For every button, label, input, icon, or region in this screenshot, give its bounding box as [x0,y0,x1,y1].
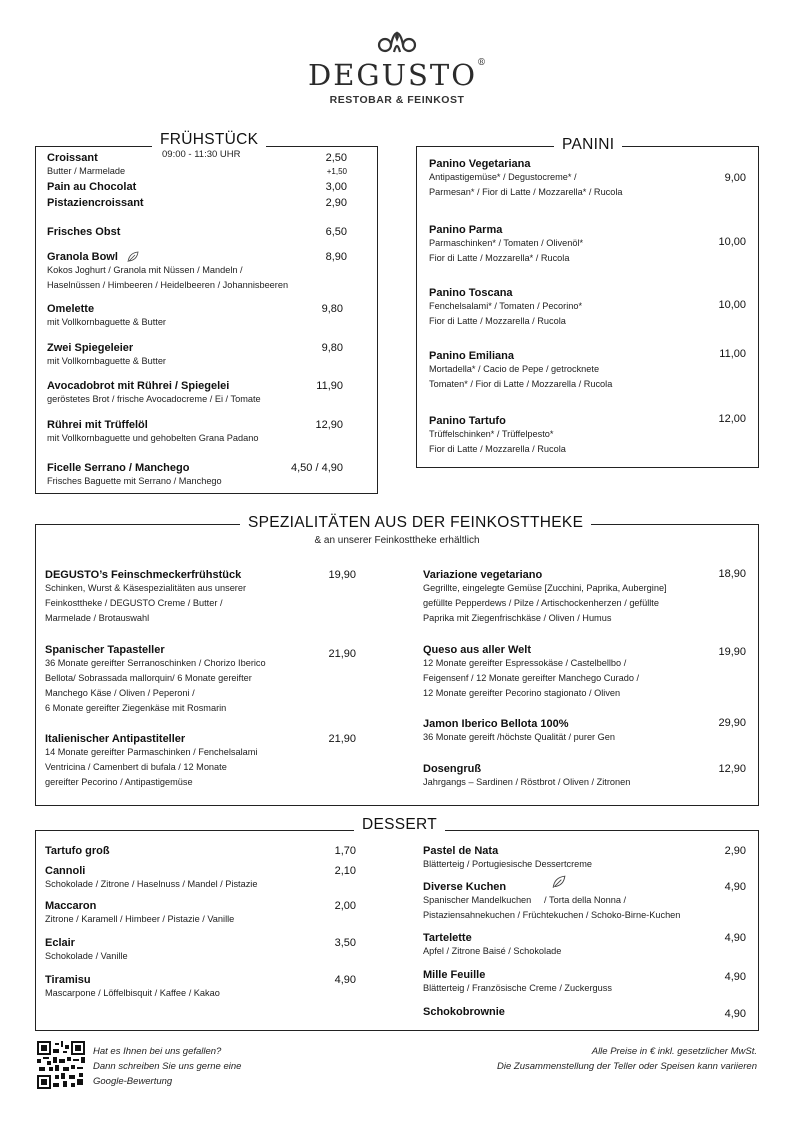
item-price: 6,50 [325,226,347,238]
item-price: 12,00 [718,413,746,425]
item-price: 10,00 [718,236,746,248]
menu-item: Eclair Schokolade / Vanille [45,937,128,961]
item-price: 21,90 [328,648,356,660]
item-price: 2,10 [334,865,356,877]
menu-item: Ficelle Serrano / Manchego Frisches Baguette mit Serrano / Manchego [47,462,222,486]
menu-item: Queso aus aller Welt 12 Monate gereifter Espressokäse / Castelbellbo / Feigensenf / 12 Monate gereifter Manchego Curado / 12 Monate gereifter Pecorino stagionato / Oliven [423,644,640,698]
item-price: 2,90 [325,197,347,209]
menu-item: Maccaron Zitrone / Karamell / Himbeer / Pistazie / Vanille [45,900,235,924]
brand-subtitle: RESTOBAR & FEINKOST [329,94,465,106]
item-price: 9,00 [724,172,746,184]
menu-item: Tartufo groß [45,845,110,857]
menu-item: Mille Feuille Blätterteig / Französische Creme / Zuckerguss [423,969,612,993]
menu-item: DEGUSTO’s Feinschmeckerfrühstück Schinken, Wurst & Käsespezialitäten aus unserer Feinkosttheke / DEGUSTO Creme / Butter / Marmelade / Brotauswahl [45,569,247,623]
menu-item: Panino Vegetariana Antipastigemüse* / Degustocreme* / Parmesan* / Fior di Latte / Mozzarella* / Rucola [429,158,623,197]
menu-item: Schokobrownie [423,1006,505,1018]
item-price: 18,90 [718,568,746,580]
item-price: 8,90 [325,251,347,263]
menu-item: Panino Parma Parmaschinken* / Tomaten / Olivenöl* Fior di Latte / Mozzarella* / Rucola [429,224,584,263]
item-price: 3,50 [334,937,356,949]
menu-item: Panino Tartufo Trüffelschinken* / Trüffelpesto* Fior di Latte / Mozzarella / Rucola [429,415,566,454]
item-price: 9,80 [321,303,343,315]
item-price: 19,90 [718,646,746,658]
menu-item: Frisches Obst [47,226,121,238]
item-price: 4,90 [334,974,356,986]
item-price: 2,50 [325,152,347,164]
item-price: 1,70 [334,845,356,857]
menu-item: Dosengruß Jahrgangs – Sardinen / Röstbrot / Oliven / Zitronen [423,763,631,787]
item-price: 4,50 / 4,90 [291,462,343,474]
menu-item: Variazione vegetariano Gegrillte, eingelegte Gemüse [Zucchini, Paprika, Aubergine] gefüllte Pepperdews / Pilze / Artischockenherzen / gefüllte Paprika mit Ziegenfrischkäse / Oliven / Humus [423,569,667,623]
item-price: 19,90 [328,569,356,581]
section-title: FRÜHSTÜCK [152,131,266,149]
menu-item: Jamon Iberico Bellota 100% 36 Monate gereift /höchste Qualität / purer Gen [423,718,616,742]
item-price: 11,90 [316,380,343,392]
section-subtitle: & an unserer Feinkosttheke erhältlich [314,535,480,546]
menu-item: Pistaziencroissant [47,197,144,209]
menu-item: Avocadobrot mit Rührei / Spiegelei geröstetes Brot / frische Avocadocreme / Ei / Tomate [47,380,261,404]
item-price: 29,90 [718,717,746,729]
item-price: 2,00 [334,900,356,912]
leaf-icon [552,875,566,889]
menu-item: Cannoli Schokolade / Zitrone / Haselnuss / Mandel / Pistazie [45,865,258,889]
item-price: 4,90 [724,932,746,944]
menu-item: Spanischer Tapasteller 36 Monate gereifter Serranoschinken / Chorizo Iberico Bellota/ Sobrassada mallorquin/ 6 Monate gereifter Manchego Käse / Oliven / Peperoni / 6 Monate gereifter Ziegenkäse mit Rosmarin [45,644,266,713]
item-price: 12,90 [315,419,343,431]
qr-code-icon[interactable] [37,1041,85,1089]
menu-item: Pain au Chocolat [47,181,137,193]
item-price: 9,80 [321,342,343,354]
menu-item: Pastel de Nata Blätterteig / Portugiesische Dessertcreme [423,845,593,869]
item-price: 4,90 [724,1008,746,1020]
leaf-icon [127,251,139,263]
menu-item: Panino Emiliana Mortadella* / Cacio de Pepe / getrocknete Tomaten* / Fior di Latte / Mozzarella / Rucola [429,350,613,389]
item-price: 10,00 [718,299,746,311]
menu-item: Tartelette Apfel / Zitrone Baisé / Schokolade [423,932,562,956]
section-title: SPEZIALITÄTEN AUS DER FEINKOSTTHEKE [240,514,591,532]
menu-item: Croissant Butter / Marmelade [47,152,126,176]
price-note: Alle Preise in € inkl. gesetzlicher MwSt. Die Zusammenstellung der Teller oder Speisen kann variieren [497,1046,757,1072]
section-title: DESSERT [354,816,445,834]
review-note: Hat es Ihnen bei uns gefallen? Dann schreiben Sie uns gerne eine Google-Bewertung [93,1046,242,1087]
item-price: 2,90 [724,845,746,857]
item-price-extra: +1,50 [326,167,347,176]
menu-item: Zwei Spiegeleier mit Vollkornbaguette & Butter [47,342,166,366]
item-price: 11,00 [719,348,746,360]
item-price: 4,90 [724,971,746,983]
item-price: 3,00 [325,181,347,193]
ornament-icon [373,30,421,58]
item-price: 4,90 [724,881,746,893]
item-price: 12,90 [718,763,746,775]
menu-item: Tiramisu Mascarpone / Löffelbisquit / Kaffee / Kakao [45,974,220,998]
brand-logo: DEGUSTO® [307,58,486,92]
item-price: 21,90 [328,733,356,745]
menu-item: Granola Bowl Kokos Joghurt / Granola mit Nüssen / Mandeln / Haselnüssen / Himbeeren / Heidelbeeren / Johannisbeeren [47,251,289,291]
menu-item: Panino Toscana Fenchelsalami* / Tomaten / Pecorino* Fior di Latte / Mozzarella / Rucola [429,287,583,326]
section-title: PANINI [554,136,622,154]
menu-item: Italienischer Antipastiteller 14 Monate gereifter Parmaschinken / Fenchelsalami Ventricina / Camenbert di bufala / 12 Monate gereifter Pecorino / Antipastigemüse [45,733,258,787]
menu-item: Rührei mit Trüffelöl mit Vollkornbaguette und gehobelten Grana Padano [47,419,259,443]
menu-item: Omelette mit Vollkornbaguette & Butter [47,303,166,327]
menu-item: Diverse Kuchen Spanischer Mandelkuchen / Torta della Nonna / Pistaziensahnekuchen / Früchtekuchen / Schoko-Birne-Kuchen [423,881,681,920]
opening-hours: 09:00 - 11:30 UHR [162,149,241,160]
